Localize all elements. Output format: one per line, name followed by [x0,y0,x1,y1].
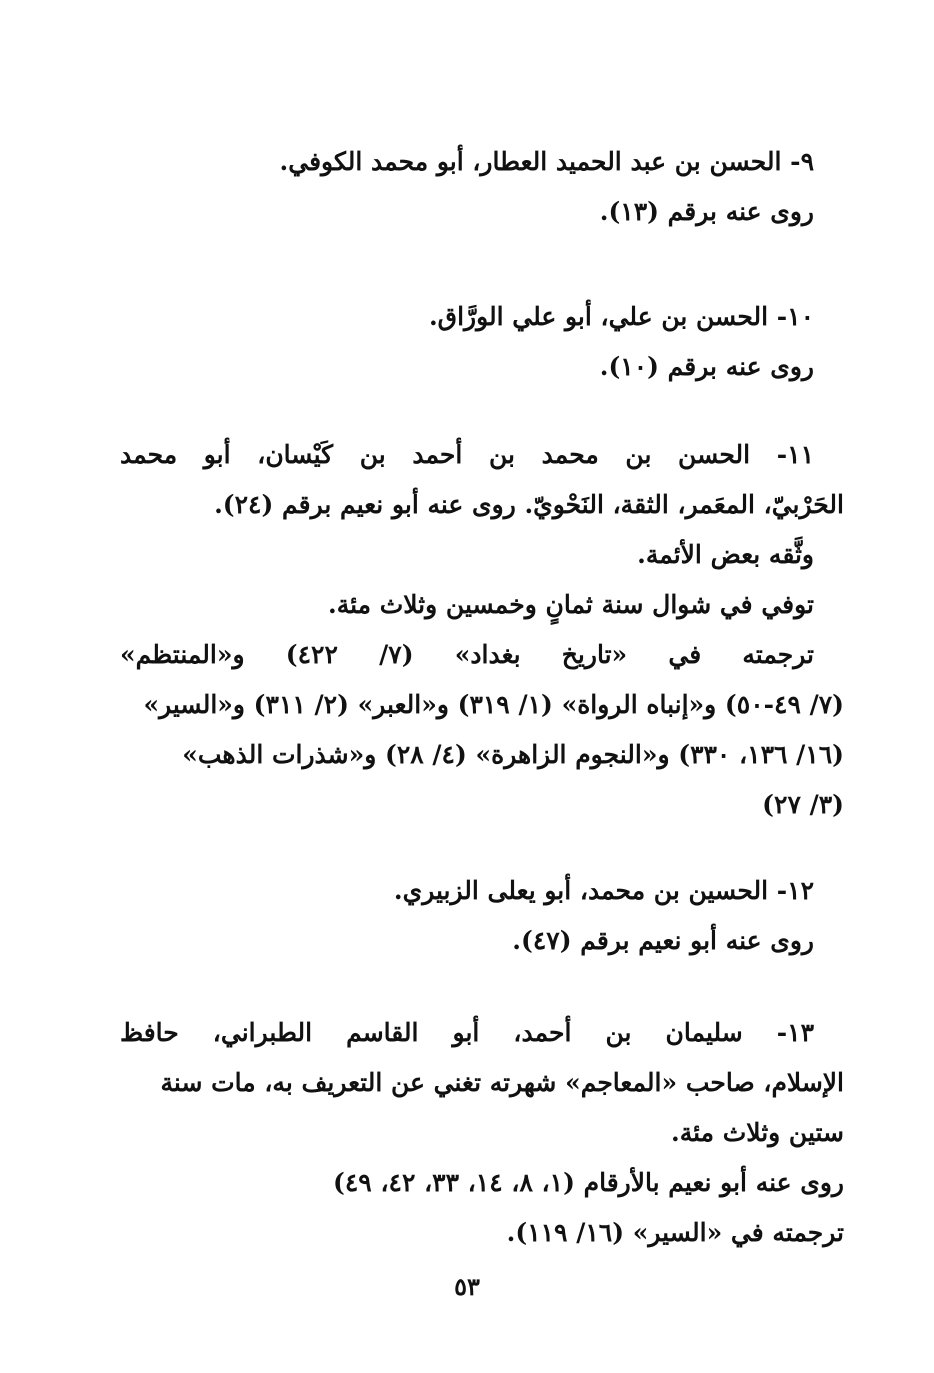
entry-text-line: روى عنه برقم (١٣). [599,197,814,226]
entry-text-line: (٣/ ٢٧) [762,790,844,819]
entry-heading: ١٣- سليمان بن أحمد، أبو القاسم الطبراني، حافظ [120,1018,814,1047]
entry-text-line: ستين وثلاث مئة. [671,1118,844,1147]
entry-text-line: ترجمته في «السير» (١٦/ ١١٩). [506,1218,844,1247]
entry-text-line: روى عنه برقم (١٠). [599,352,814,381]
entry-text-line: ترجمته في «تاريخ بغداد» (٧/ ٤٢٢) و«المنتظم» [120,640,814,669]
biography-entry-10 [120,292,814,392]
biography-entry-9 [120,137,814,237]
entry-text-line: الحَرْبيّ، المعَمر، الثقة، النَحْويّ. روى عنه أبو نعيم برقم (٢٤). [214,490,844,519]
entry-heading: ١١- الحسن بن محمد بن أحمد بن كَيْسان، أبو محمد [120,440,814,469]
entry-text-line: توفي في شوال سنة ثمانٍ وخمسين وثلاث مئة. [327,590,814,619]
entry-text-line: الإسلام، صاحب «المعاجم» شهرته تغني عن التعريف به، مات سنة [160,1068,844,1097]
entry-text-line: (١٦/ ١٣٦، ٣٣٠) و«النجوم الزاهرة» (٤/ ٢٨) و«شذرات الذهب» [182,740,844,769]
entry-heading: ١٠- الحسن بن علي، أبو علي الورَّاق. [428,302,814,331]
entry-text-line: روى عنه أبو نعيم برقم (٤٧). [512,926,814,955]
biography-entry-12 [120,866,814,966]
entry-heading: ٩- الحسن بن عبد الحميد العطار، أبو محمد الكوفي. [279,147,814,176]
entry-heading: ١٢- الحسين بن محمد، أبو يعلى الزبيري. [393,876,814,905]
entry-text-line: (٧/ ٤٩-٥٠) و«إنباه الرواة» (١/ ٣١٩) و«العبر» (٢/ ٣١١) و«السير» [143,690,844,719]
entry-text-line: روى عنه أبو نعيم بالأرقام (١، ٨، ١٤، ٣٣، ٤٢، ٤٩) [333,1168,844,1197]
biography-entry-13 [120,1008,844,1258]
page-number: ٥٣ [454,1272,480,1301]
entry-text-line: وثَّقه بعض الأئمة. [637,540,814,569]
biography-entry-11 [120,430,844,830]
